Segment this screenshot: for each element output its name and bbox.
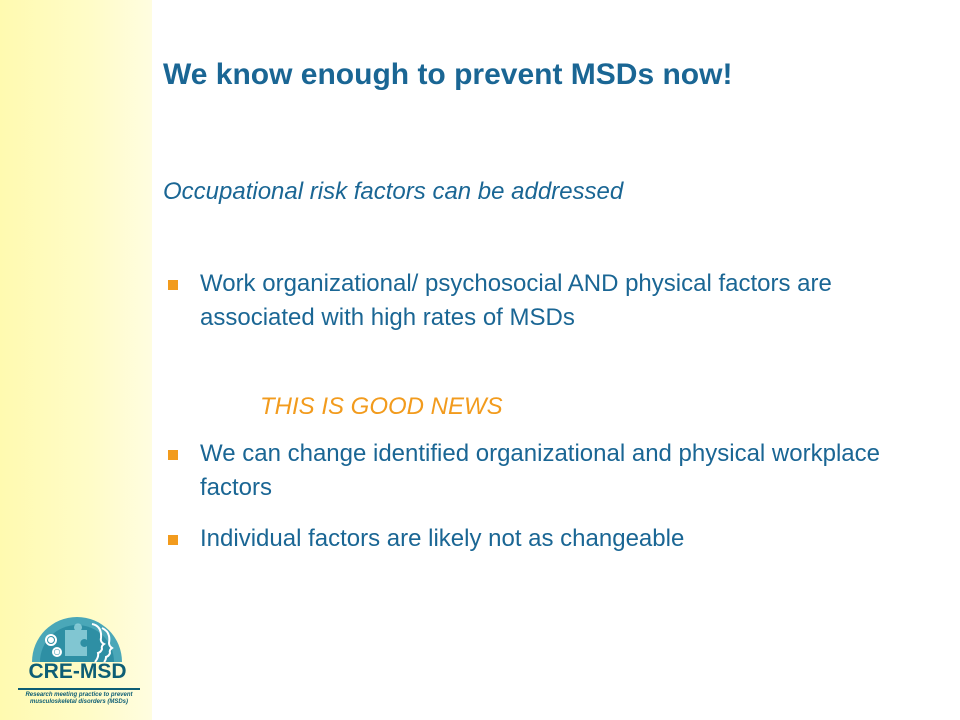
- bullet-text: We can change identified organizational and physical workplace factors: [200, 440, 880, 501]
- bullet-list-final: [163, 522, 883, 556]
- cre-msd-logo: [10, 610, 145, 715]
- bullet-item: [163, 522, 883, 556]
- square-bullet-icon: [168, 450, 178, 460]
- slide-title: We know enough to prevent MSDs now!: [163, 58, 733, 91]
- bullet-text: Individual factors are likely not as changeable: [200, 525, 685, 552]
- logo-tagline: Research meeting practice to prevent musculoskeletal disorders (MSDs): [18, 688, 140, 706]
- square-bullet-icon: [168, 535, 178, 545]
- good-news-callout: THIS IS GOOD NEWS: [260, 393, 503, 420]
- bullet-item: [163, 437, 883, 505]
- bullet-list: [163, 267, 883, 335]
- square-bullet-icon: [168, 280, 178, 290]
- logo-emblem: [10, 610, 145, 662]
- bullet-item: [163, 267, 883, 335]
- bullet-text: Work organizational/ psychosocial AND physical factors are associated with high rates of MSDs: [200, 270, 832, 331]
- logo-name: CRE-MSD: [28, 660, 127, 683]
- slide-subtitle: Occupational risk factors can be addressed: [163, 178, 624, 205]
- bullet-list-continued: [163, 437, 883, 505]
